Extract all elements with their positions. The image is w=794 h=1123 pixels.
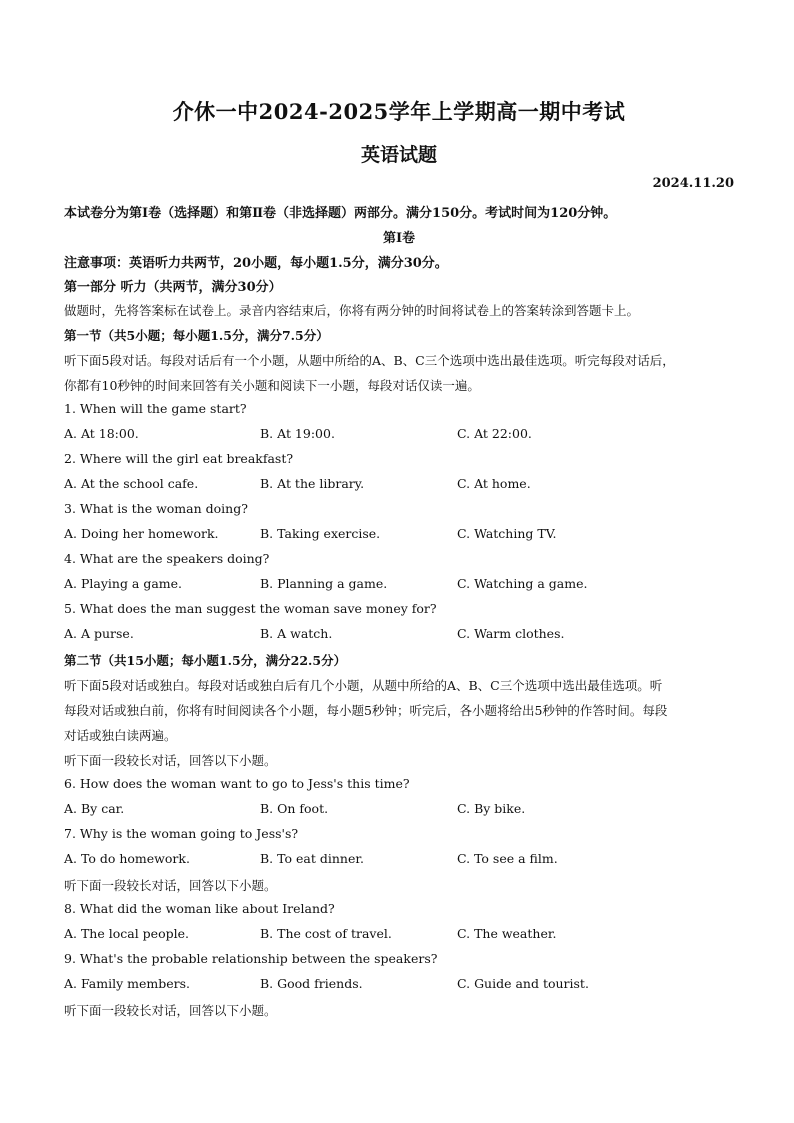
q8-option-c: C. The weather. xyxy=(457,926,557,941)
q8-option-a: A. The local people. xyxy=(64,926,189,941)
question-3: 3. What is the woman doing? xyxy=(64,501,248,516)
q5-option-a: A. A purse. xyxy=(64,626,134,641)
q1-option-b: B. At 19:00. xyxy=(260,426,335,441)
question-7: 7. Why is the woman going to Jess's? xyxy=(64,826,299,841)
exam-date: 2024.11.20 xyxy=(652,176,734,191)
q3-option-b: B. Taking exercise. xyxy=(260,526,381,541)
question-8: 8. What did the woman like about Ireland? xyxy=(64,901,335,916)
question-6: 6. How does the woman want to go to Jess's this time? xyxy=(64,776,410,791)
q2-option-b: B. At the library. xyxy=(260,476,365,491)
exam-title: 介休一中2024-2025学年上学期高一期中考试 xyxy=(172,99,626,124)
dialogue-lead-2: 听下面一段较长对话，回答以下小题。 xyxy=(64,878,277,893)
q7-option-a: A. To do homework. xyxy=(64,851,190,866)
part1-instructions: 做题时，先将答案标在试卷上。录音内容结束后，你将有两分钟的时间将试卷上的答案转涂到答题卡上。 xyxy=(64,303,640,318)
question-1: 1. When will the game start? xyxy=(64,401,247,416)
q4-option-b: B. Planning a game. xyxy=(260,576,388,591)
q4-option-a: A. Playing a game. xyxy=(64,576,183,591)
section2-heading: 第二节（共15小题；每小题1.5分，满分22.5分） xyxy=(64,653,347,668)
q9-option-a: A. Family members. xyxy=(64,976,191,991)
q6-option-c: C. By bike. xyxy=(457,801,526,816)
part1-heading: 第一部分 听力（共两节，满分30分） xyxy=(64,280,282,295)
q7-option-c: C. To see a film. xyxy=(457,851,558,866)
question-5: 5. What does the man suggest the woman save money for? xyxy=(64,601,437,616)
section2-instructions-3: 对话或独白读两遍。 xyxy=(64,728,177,743)
q7-option-b: B. To eat dinner. xyxy=(260,851,364,866)
q3-option-c: C. Watching TV. xyxy=(457,526,557,541)
volume-heading: 第Ⅰ卷 xyxy=(382,231,416,246)
q2-option-c: C. At home. xyxy=(457,476,531,491)
dialogue-lead-1: 听下面一段较长对话，回答以下小题。 xyxy=(64,753,277,768)
q6-option-a: A. By car. xyxy=(64,801,125,816)
q5-option-c: C. Warm clothes. xyxy=(457,626,565,641)
question-2: 2. Where will the girl eat breakfast? xyxy=(64,451,294,466)
notice: 注意事项：英语听力共两节，20小题，每小题1.5分，满分30分。 xyxy=(64,256,448,271)
q3-option-a: A. Doing her homework. xyxy=(64,526,219,541)
q9-option-b: B. Good friends. xyxy=(260,976,363,991)
exam-subtitle: 英语试题 xyxy=(360,144,437,166)
question-9: 9. What's the probable relationship between the speakers? xyxy=(64,951,438,966)
dialogue-lead-3: 听下面一段较长对话，回答以下小题。 xyxy=(64,1003,277,1018)
section1-instructions-1: 听下面5段对话。每段对话后有一个小题，从题中所给的A、B、C三个选项中选出最佳选项。听完每段对话后， xyxy=(64,353,675,368)
q8-option-b: B. The cost of travel. xyxy=(260,926,392,941)
section2-instructions-1: 听下面5段对话或独白。每段对话或独白后有几个小题，从题中所给的A、B、C三个选项中选出最佳选项。听 xyxy=(64,678,663,693)
section1-instructions-2: 你都有10秒钟的时间来回答有关小题和阅读下一小题，每段对话仅读一遍。 xyxy=(64,378,480,393)
exam-summary: 本试卷分为第Ⅰ卷（选择题）和第Ⅱ卷（非选择题）两部分。满分150分。考试时间为120分钟。 xyxy=(64,206,617,221)
q9-option-c: C. Guide and tourist. xyxy=(457,976,589,991)
question-4: 4. What are the speakers doing? xyxy=(64,551,270,566)
q4-option-c: C. Watching a game. xyxy=(457,576,588,591)
section2-instructions-2: 每段对话或独白前，你将有时间阅读各个小题，每小题5秒钟；听完后，各小题将给出5秒钟的作答时间。每段 xyxy=(64,703,668,718)
q1-option-a: A. At 18:00. xyxy=(64,426,139,441)
q5-option-b: B. A watch. xyxy=(260,626,333,641)
q1-option-c: C. At 22:00. xyxy=(457,426,532,441)
section1-heading: 第一节（共5小题；每小题1.5分，满分7.5分） xyxy=(64,328,329,343)
q6-option-b: B. On foot. xyxy=(260,801,329,816)
q2-option-a: A. At the school cafe. xyxy=(64,476,199,491)
